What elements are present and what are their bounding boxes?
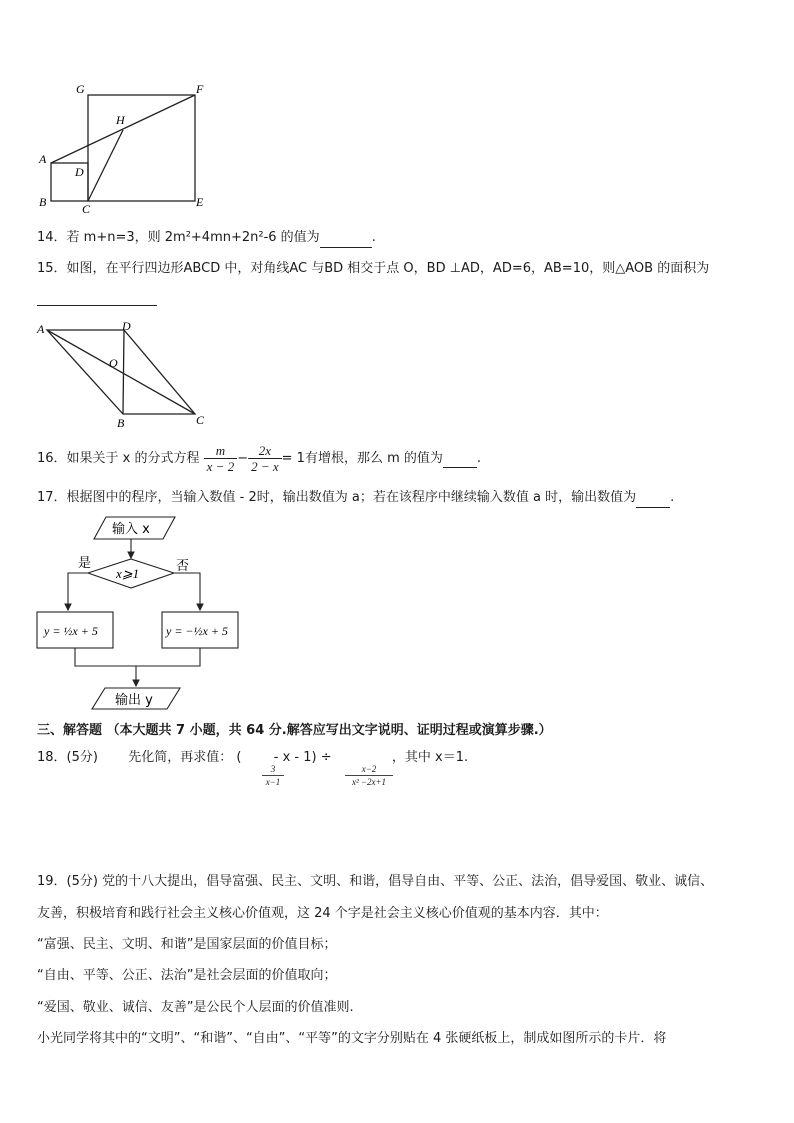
question-19-line-6 [37,1030,666,1048]
question-18-mid: - x - 1) ÷ [273,750,332,765]
label-a: A [39,152,47,166]
label-b: B [39,195,47,209]
answer-blank-16[interactable] [443,451,477,468]
output-label: 输出 y [115,693,153,708]
q19-line2-text: 友善，积极培育和践行社会主义核心价值观，这 24 个字是社会主义核心价值观的基本内容．其中： [37,906,608,921]
open-paren: ( [236,750,242,765]
q19-line6-text: 小光同学将其中的“文明”、“和谐”、“自由”、“平等”的文字分别贴在 4 张硬纸板上，制成如图所示的卡片．将 [37,1031,667,1046]
frac1-denominator: x − 2 [206,459,235,474]
fraction-m-over-x-minus-2 [204,443,238,474]
label-e: E [196,195,204,209]
diagonal-ac [47,330,195,414]
left-equation: y = ½x + 5 [44,624,98,638]
equals-one: = 1 [281,451,305,466]
fraction-2x-over-2-minus-x [248,443,282,474]
figure-13-squares [30,78,220,218]
question-18-suffix: ，其中 x＝1. [391,750,469,765]
section-3-text: 三、解答题 （本大题共 7 小题，共 64 分.解答应写出文字说明、证明过程或演算步骤.） [37,723,552,738]
flowchart-program [30,512,250,714]
answer-blank-17[interactable] [636,489,670,508]
label-b: B [117,416,125,430]
label-d: D [122,319,131,333]
question-16-suffix: 有增根，那么 m 的值为 [304,451,443,466]
q18-frac1-den: x−1 [265,777,281,787]
question-17-end: . [670,490,675,505]
q19-line1-text: 19．(5分) 党的十八大提出，倡导富强、民主、文明、和谐，倡导自由、平等、公正、法治，倡导爱国、敬业、诚信、 [37,874,714,889]
label-f: F [196,82,204,96]
question-16-end: . [476,451,482,466]
question-18 [37,749,468,767]
question-14-end: . [371,230,376,245]
label-g: G [76,82,85,96]
fraction-x-minus-2-over-quadratic [345,764,393,788]
question-18-number: 18．(5分) [37,750,98,765]
segment-ch [88,130,123,201]
label-c: C [82,202,91,216]
question-16 [37,441,481,477]
minus-sign: − [237,451,249,466]
diagonal-bd [123,330,124,414]
fraction-3-over-x-minus-1 [262,764,284,788]
question-14 [37,229,376,248]
question-19-line-1 [37,873,713,891]
label-o: O [109,356,118,370]
question-18-instruction: 先化简，再求值： [128,750,233,765]
answer-blank-15[interactable] [37,289,157,306]
section-3-heading [37,722,552,740]
no-label: 否 [176,559,190,574]
question-17-text: 17．根据图中的程序，当输入数值 - 2时，输出数值为 a；若在该程序中继续输入数值 a 时，输出数值为 [37,490,637,505]
question-16-text: 16．如果关于 x 的分式方程 [37,451,200,466]
label-a: A [37,322,45,336]
question-19-line-2 [37,905,608,923]
label-d: D [75,165,84,179]
condition-label: x⩾1 [116,566,140,581]
q19-line4-text: “自由、平等、公正、法治”是社会层面的价值取向； [37,968,337,983]
input-label: 输入 x [112,522,150,537]
question-19-line-4 [37,967,336,985]
question-17 [37,489,674,508]
frac1-numerator: m [204,443,238,459]
large-square [88,95,195,201]
right-equation: y = −½x + 5 [166,624,228,638]
answer-blank-14[interactable] [320,229,372,248]
q18-frac2-num: x−2 [345,764,393,776]
segment-af [51,95,195,163]
question-15 [37,260,709,278]
q18-frac1-num: 3 [262,764,284,776]
question-14-text: 14．若 m+n=3，则 2m²+4mn+2n²-6 的值为 [37,230,320,245]
frac2-numerator: 2x [248,443,282,459]
question-15-text: 15．如图，在平行四边形ABCD 中，对角线AC 与BD 相交于点 O，BD ⊥AD，AD=6，AB=10，则△AOB 的面积为 [37,261,710,276]
label-c: C [196,413,205,427]
q19-line3-text: “富强、民主、文明、和谐”是国家层面的价值目标； [37,937,337,952]
yes-label: 是 [78,556,92,571]
q19-line5-text: “爱国、敬业、诚信、友善”是公民个人层面的价值准则. [37,1000,354,1015]
frac2-denominator: 2 − x [251,459,279,474]
question-19-line-3 [37,936,336,954]
question-19-line-5 [37,999,354,1017]
q18-frac2-den: x² −2x+1 [351,777,387,787]
figure-15-parallelogram [30,318,215,430]
label-h: H [116,113,125,127]
